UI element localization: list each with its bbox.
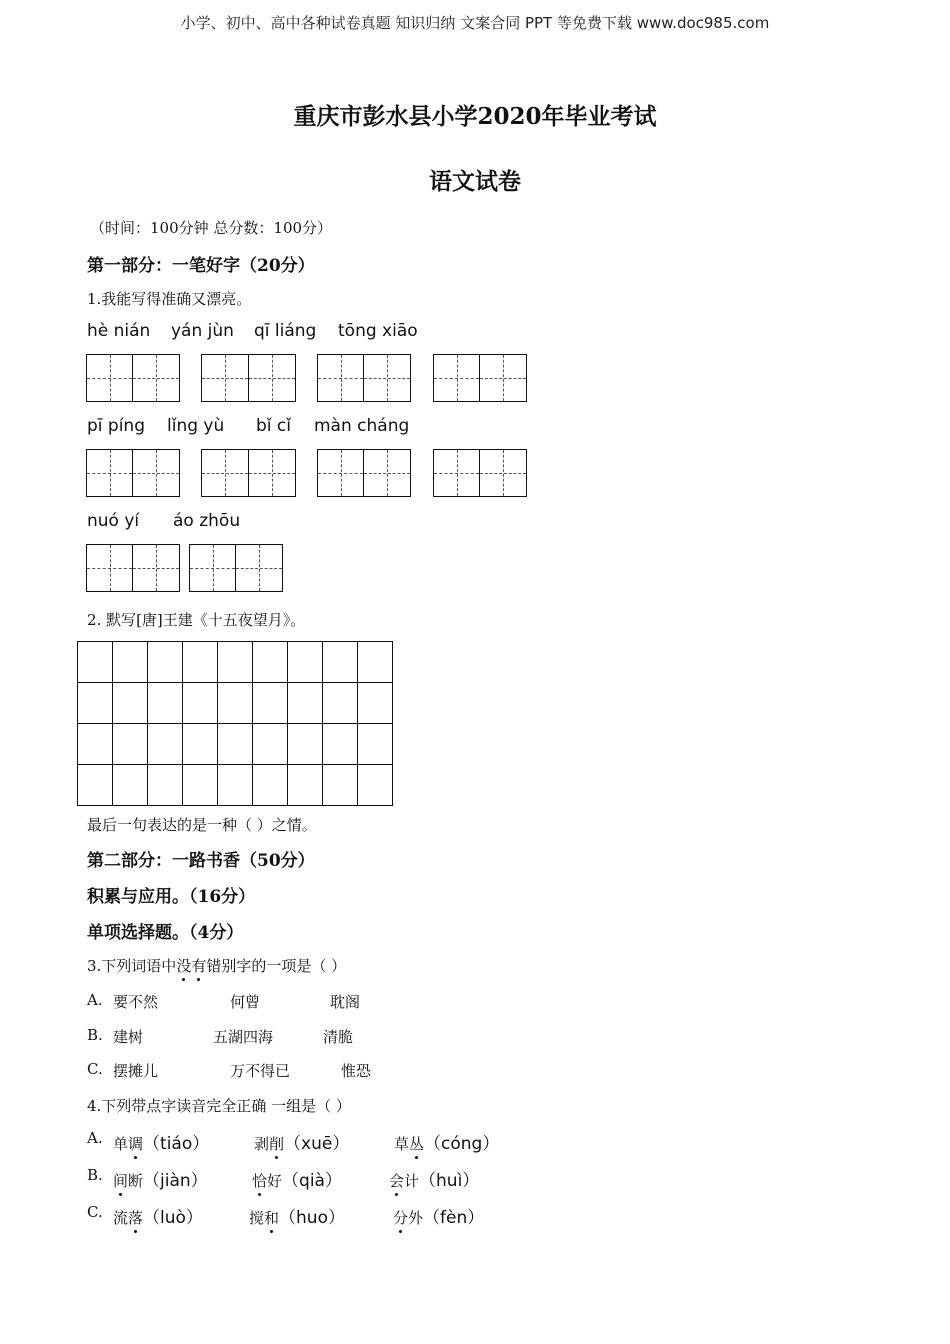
q3-option-item: 摆摊儿 (113, 1062, 159, 1080)
q2-fill-blank: 最后一句表达的是一种（ ）之情。 (87, 816, 317, 834)
q4-option-item: 间断（jiàn） (113, 1171, 208, 1191)
q3-option-item: 何曾 (230, 993, 261, 1011)
tianzige-box[interactable] (201, 449, 296, 497)
pinyin-3-2: áo zhōu (173, 511, 241, 531)
tianzige-box[interactable] (189, 544, 283, 592)
q3-option-a-label[interactable]: A. (87, 991, 103, 1009)
q3-option-item: 五湖四海 (213, 1028, 274, 1046)
tianzige-box[interactable] (433, 354, 527, 402)
q3-option-item: 万不得已 (230, 1062, 291, 1080)
q3-option-item: 建树 (113, 1028, 144, 1046)
section-choice: 单项选择题。（4分） (87, 923, 244, 943)
tianzige-box[interactable] (86, 354, 180, 402)
part2-title: 第二部分：一路书香（50分） (87, 851, 315, 871)
poem-writing-grid[interactable] (77, 641, 393, 806)
q4-option-b-label[interactable]: B. (87, 1166, 103, 1184)
q3-option-b-label[interactable]: B. (87, 1026, 103, 1044)
tianzige-box[interactable] (201, 354, 296, 402)
q4-option-item: 搅和（huo） (249, 1208, 345, 1228)
pinyin-2-1: pī píng (87, 416, 145, 436)
q3-option-item: 耽阁 (330, 993, 361, 1011)
page-header: 小学、初中、高中各种试卷真题 知识归纳 文案合同 PPT 等免费下载 www.doc985.com (180, 14, 770, 32)
tianzige-box[interactable] (317, 449, 411, 497)
q4-option-item: 分外（fèn） (393, 1208, 485, 1228)
q4-stem: 4.下列带点字读音完全正确 一组是（ ） (87, 1097, 351, 1115)
q3-stem: 3.下列词语中没有错别字的一项是（ ） (87, 957, 347, 975)
pinyin-3-1: nuó yí (87, 511, 140, 531)
q3-option-item: 要不然 (113, 993, 159, 1011)
pinyin-1-1: hè nián (87, 321, 151, 341)
pinyin-1-4: tōng xiāo (338, 321, 418, 341)
pinyin-2-2: lǐng yù (167, 416, 225, 436)
q4-option-a-label[interactable]: A. (87, 1129, 103, 1147)
pinyin-1-2: yán jùn (171, 321, 234, 341)
q4-option-item: 流落（luò） (113, 1208, 203, 1228)
pinyin-1-3: qī liáng (254, 321, 317, 341)
q3-option-c-label[interactable]: C. (87, 1060, 103, 1078)
dotted-char: 没 (176, 957, 192, 975)
exam-subtitle: 语文试卷 (429, 168, 521, 195)
tianzige-box[interactable] (433, 449, 527, 497)
q4-option-c-label[interactable]: C. (87, 1203, 103, 1221)
q4-option-item: 草丛（cóng） (394, 1134, 500, 1154)
section-accumulation: 积累与应用。（16分） (87, 887, 256, 907)
part1-title: 第一部分：一笔好字（20分） (87, 256, 315, 276)
q4-option-item: 单调（tiáo） (113, 1134, 210, 1154)
pinyin-2-3: bǐ cǐ (256, 416, 291, 436)
q4-option-item: 恰好（qià） (252, 1171, 342, 1191)
q1-label: 1.我能写得准确又漂亮。 (87, 290, 252, 308)
tianzige-box[interactable] (86, 544, 180, 592)
q3-option-item: 惟恐 (341, 1062, 372, 1080)
dotted-char: 有 (191, 957, 207, 975)
tianzige-box[interactable] (86, 449, 180, 497)
q4-option-item: 会计（huì） (389, 1171, 480, 1191)
q2-label: 2. 默写[唐]王建《十五夜望月》。 (87, 611, 306, 629)
exam-info: （时间：100分钟 总分数：100分） (90, 219, 333, 237)
q4-option-item: 剥削（xuē） (254, 1134, 350, 1154)
pinyin-2-4: màn cháng (314, 416, 410, 436)
exam-title: 重庆市彭水县小学2020年毕业考试 (293, 103, 657, 130)
q3-option-item: 清脆 (323, 1028, 354, 1046)
tianzige-box[interactable] (317, 354, 411, 402)
